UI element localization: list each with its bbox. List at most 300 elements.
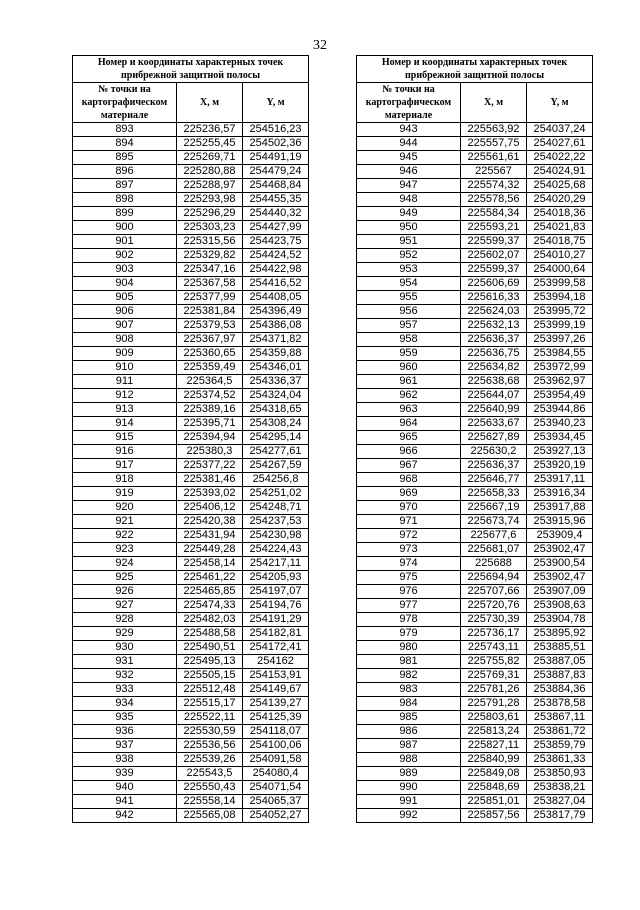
- x-coordinate-cell: 225599,37: [461, 235, 527, 249]
- x-coordinate-cell: 225791,28: [461, 697, 527, 711]
- point-number-cell: 945: [357, 151, 461, 165]
- x-coordinate-cell: 225636,75: [461, 347, 527, 361]
- x-coordinate-cell: 225599,37: [461, 263, 527, 277]
- y-coordinate-cell: 254022,22: [527, 151, 593, 165]
- point-number-cell: 948: [357, 193, 461, 207]
- y-coordinate-cell: 253902,47: [527, 543, 593, 557]
- point-number-cell: 975: [357, 571, 461, 585]
- y-coordinate-cell: 254071,54: [243, 781, 309, 795]
- y-coordinate-cell: 254024,91: [527, 165, 593, 179]
- point-number-cell: 922: [73, 529, 177, 543]
- point-number-cell: 941: [73, 795, 177, 809]
- y-coordinate-cell: 253861,33: [527, 753, 593, 767]
- point-number-cell: 925: [73, 571, 177, 585]
- y-coordinate-cell: 254248,71: [243, 501, 309, 515]
- table-row: [73, 487, 309, 501]
- x-coordinate-cell: 225280,88: [177, 165, 243, 179]
- y-coordinate-cell: 253817,79: [527, 809, 593, 823]
- x-coordinate-cell: 225380,3: [177, 445, 243, 459]
- x-coordinate-cell: 225636,37: [461, 459, 527, 473]
- point-number-cell: 944: [357, 137, 461, 151]
- coordinates-table-left: [72, 55, 309, 823]
- y-coordinate-cell: 253962,97: [527, 375, 593, 389]
- y-coordinate-cell: 254197,07: [243, 585, 309, 599]
- y-coordinate-cell: 254217,11: [243, 557, 309, 571]
- y-coordinate-cell: 254018,75: [527, 235, 593, 249]
- point-number-cell: 927: [73, 599, 177, 613]
- point-number-cell: 918: [73, 473, 177, 487]
- point-number-cell: 935: [73, 711, 177, 725]
- x-coordinate-cell: 225505,15: [177, 669, 243, 683]
- x-coordinate-cell: 225461,22: [177, 571, 243, 585]
- y-coordinate-cell: 254318,65: [243, 403, 309, 417]
- point-number-cell: 937: [73, 739, 177, 753]
- x-coordinate-cell: 225367,58: [177, 277, 243, 291]
- table-row: [73, 263, 309, 277]
- y-coordinate-cell: 253916,34: [527, 487, 593, 501]
- x-coordinate-cell: 225638,68: [461, 375, 527, 389]
- point-number-cell: 982: [357, 669, 461, 683]
- x-coordinate-cell: 225449,28: [177, 543, 243, 557]
- x-coordinate-cell: 225269,71: [177, 151, 243, 165]
- point-number-cell: 929: [73, 627, 177, 641]
- point-number-cell: 914: [73, 417, 177, 431]
- x-coordinate-cell: 225743,11: [461, 641, 527, 655]
- point-number-cell: 974: [357, 557, 461, 571]
- x-coordinate-cell: 225377,99: [177, 291, 243, 305]
- y-coordinate-cell: 254021,83: [527, 221, 593, 235]
- y-coordinate-cell: 253927,13: [527, 445, 593, 459]
- y-coordinate-cell: 254149,67: [243, 683, 309, 697]
- table-row: [73, 305, 309, 319]
- point-number-cell: 956: [357, 305, 461, 319]
- point-number-cell: 896: [73, 165, 177, 179]
- point-number-cell: 900: [73, 221, 177, 235]
- x-coordinate-cell: 225574,32: [461, 179, 527, 193]
- x-coordinate-cell: 225389,16: [177, 403, 243, 417]
- point-number-cell: 971: [357, 515, 461, 529]
- y-coordinate-cell: 254455,35: [243, 193, 309, 207]
- y-coordinate-cell: 253867,11: [527, 711, 593, 725]
- point-number-cell: 926: [73, 585, 177, 599]
- table-row: [73, 683, 309, 697]
- y-coordinate-cell: 254295,14: [243, 431, 309, 445]
- table-row: [357, 179, 593, 193]
- table-row: [357, 725, 593, 739]
- table-row: [357, 221, 593, 235]
- table-row: [73, 319, 309, 333]
- point-number-cell: 953: [357, 263, 461, 277]
- x-coordinate-cell: 225543,5: [177, 767, 243, 781]
- table-row: [357, 697, 593, 711]
- x-coordinate-cell: 225563,92: [461, 123, 527, 137]
- table-row: [73, 137, 309, 151]
- x-coordinate-cell: 225536,56: [177, 739, 243, 753]
- y-coordinate-cell: 254080,4: [243, 767, 309, 781]
- y-coordinate-cell: 253944,86: [527, 403, 593, 417]
- point-number-cell: 947: [357, 179, 461, 193]
- x-coordinate-cell: 225584,34: [461, 207, 527, 221]
- table-row: [73, 389, 309, 403]
- point-number-cell: 932: [73, 669, 177, 683]
- table-row: [73, 403, 309, 417]
- table-row: [357, 669, 593, 683]
- table-body: [73, 123, 309, 823]
- table-row: [357, 487, 593, 501]
- table-row: [357, 291, 593, 305]
- x-coordinate-cell: 225667,19: [461, 501, 527, 515]
- table-row: [357, 711, 593, 725]
- x-coordinate-cell: 225236,57: [177, 123, 243, 137]
- x-coordinate-cell: 225406,12: [177, 501, 243, 515]
- point-number-cell: 980: [357, 641, 461, 655]
- x-coordinate-cell: 225851,01: [461, 795, 527, 809]
- y-coordinate-cell: 253917,88: [527, 501, 593, 515]
- table-row: [73, 781, 309, 795]
- y-coordinate-cell: 253878,58: [527, 697, 593, 711]
- x-coordinate-cell: 225840,99: [461, 753, 527, 767]
- table-row: [73, 347, 309, 361]
- x-coordinate-cell: 225374,52: [177, 389, 243, 403]
- table-row: [357, 207, 593, 221]
- table-title: Номер и координаты характерных точек прибрежной защитной полосы: [357, 56, 593, 83]
- y-coordinate-cell: 253915,96: [527, 515, 593, 529]
- table-row: [73, 445, 309, 459]
- y-coordinate-cell: 254491,19: [243, 151, 309, 165]
- x-coordinate-cell: 225688: [461, 557, 527, 571]
- table-row: [73, 277, 309, 291]
- table-row: [73, 333, 309, 347]
- x-coordinate-cell: 225565,08: [177, 809, 243, 823]
- point-number-cell: 949: [357, 207, 461, 221]
- x-coordinate-cell: 225550,43: [177, 781, 243, 795]
- table-row: [357, 627, 593, 641]
- point-number-cell: 912: [73, 389, 177, 403]
- x-coordinate-cell: 225694,94: [461, 571, 527, 585]
- x-coordinate-cell: 225755,82: [461, 655, 527, 669]
- x-coordinate-cell: 225593,21: [461, 221, 527, 235]
- y-coordinate-cell: 254139,27: [243, 697, 309, 711]
- table-row: [73, 249, 309, 263]
- point-number-cell: 907: [73, 319, 177, 333]
- y-coordinate-cell: 253907,09: [527, 585, 593, 599]
- coordinates-table-right: [356, 55, 593, 823]
- y-coordinate-cell: 254256,8: [243, 473, 309, 487]
- table-row: [73, 291, 309, 305]
- table-row: [357, 753, 593, 767]
- table-row: [73, 501, 309, 515]
- y-coordinate-cell: 254346,01: [243, 361, 309, 375]
- x-coordinate-cell: 225347,16: [177, 263, 243, 277]
- y-coordinate-cell: 254065,37: [243, 795, 309, 809]
- table-row: [357, 767, 593, 781]
- table-row: [73, 221, 309, 235]
- table-row: [357, 389, 593, 403]
- point-number-cell: 955: [357, 291, 461, 305]
- y-coordinate-cell: 254324,04: [243, 389, 309, 403]
- table-row: [357, 641, 593, 655]
- x-coordinate-cell: 225707,66: [461, 585, 527, 599]
- x-coordinate-cell: 225602,07: [461, 249, 527, 263]
- x-coordinate-cell: 225315,56: [177, 235, 243, 249]
- y-coordinate-cell: 253902,47: [527, 571, 593, 585]
- column-header-x: X, м: [461, 83, 527, 123]
- point-number-cell: 978: [357, 613, 461, 627]
- table-row: [73, 375, 309, 389]
- y-coordinate-cell: 254277,61: [243, 445, 309, 459]
- y-coordinate-cell: 254205,93: [243, 571, 309, 585]
- x-coordinate-cell: 225329,82: [177, 249, 243, 263]
- y-coordinate-cell: 253900,54: [527, 557, 593, 571]
- y-coordinate-cell: 254191,29: [243, 613, 309, 627]
- table-body: [357, 123, 593, 823]
- table-row: [357, 809, 593, 823]
- table-row: [357, 333, 593, 347]
- table-row: [73, 739, 309, 753]
- x-coordinate-cell: 225616,33: [461, 291, 527, 305]
- x-coordinate-cell: 225360,65: [177, 347, 243, 361]
- x-coordinate-cell: 225296,29: [177, 207, 243, 221]
- point-number-cell: 894: [73, 137, 177, 151]
- point-number-cell: 992: [357, 809, 461, 823]
- y-coordinate-cell: 254408,05: [243, 291, 309, 305]
- point-number-cell: 916: [73, 445, 177, 459]
- table-row: [73, 193, 309, 207]
- table-row: [73, 165, 309, 179]
- x-coordinate-cell: 225458,14: [177, 557, 243, 571]
- table-row: [73, 627, 309, 641]
- x-coordinate-cell: 225720,76: [461, 599, 527, 613]
- y-coordinate-cell: 254237,53: [243, 515, 309, 529]
- point-number-cell: 951: [357, 235, 461, 249]
- x-coordinate-cell: 225557,75: [461, 137, 527, 151]
- y-coordinate-cell: 253885,51: [527, 641, 593, 655]
- table-row: [73, 795, 309, 809]
- y-coordinate-cell: 254267,59: [243, 459, 309, 473]
- x-coordinate-cell: 225567: [461, 165, 527, 179]
- table-row: [73, 809, 309, 823]
- point-number-cell: 970: [357, 501, 461, 515]
- table-row: [357, 655, 593, 669]
- y-coordinate-cell: 254153,91: [243, 669, 309, 683]
- column-header-y: Y, м: [243, 83, 309, 123]
- x-coordinate-cell: 225377,22: [177, 459, 243, 473]
- x-coordinate-cell: 225624,03: [461, 305, 527, 319]
- table-row: [357, 263, 593, 277]
- table-row: [357, 137, 593, 151]
- x-coordinate-cell: 225578,56: [461, 193, 527, 207]
- point-number-cell: 979: [357, 627, 461, 641]
- x-coordinate-cell: 225364,5: [177, 375, 243, 389]
- x-coordinate-cell: 225769,31: [461, 669, 527, 683]
- table-row: [357, 165, 593, 179]
- point-number-cell: 985: [357, 711, 461, 725]
- table-row: [73, 361, 309, 375]
- y-coordinate-cell: 254224,43: [243, 543, 309, 557]
- point-number-cell: 963: [357, 403, 461, 417]
- y-coordinate-cell: 253954,49: [527, 389, 593, 403]
- table-row: [357, 319, 593, 333]
- x-coordinate-cell: 225255,45: [177, 137, 243, 151]
- y-coordinate-cell: 254359,88: [243, 347, 309, 361]
- point-number-cell: 895: [73, 151, 177, 165]
- x-coordinate-cell: 225482,03: [177, 613, 243, 627]
- table-row: [357, 235, 593, 249]
- column-header-x: X, м: [177, 83, 243, 123]
- point-number-cell: 961: [357, 375, 461, 389]
- table-row: [73, 767, 309, 781]
- x-coordinate-cell: 225379,53: [177, 319, 243, 333]
- x-coordinate-cell: 225561,61: [461, 151, 527, 165]
- table-row: [357, 361, 593, 375]
- x-coordinate-cell: 225827,11: [461, 739, 527, 753]
- table-row: [357, 249, 593, 263]
- point-number-cell: 946: [357, 165, 461, 179]
- x-coordinate-cell: 225813,24: [461, 725, 527, 739]
- table-row: [73, 655, 309, 669]
- x-coordinate-cell: 225558,14: [177, 795, 243, 809]
- y-coordinate-cell: 253861,72: [527, 725, 593, 739]
- y-coordinate-cell: 254416,52: [243, 277, 309, 291]
- y-coordinate-cell: 253972,99: [527, 361, 593, 375]
- x-coordinate-cell: 225677,6: [461, 529, 527, 543]
- y-coordinate-cell: 253999,19: [527, 319, 593, 333]
- table-row: [357, 795, 593, 809]
- table-row: [357, 375, 593, 389]
- column-header-point: № точки на картографическом материале: [73, 83, 177, 123]
- point-number-cell: 924: [73, 557, 177, 571]
- table-row: [73, 697, 309, 711]
- table-row: [73, 235, 309, 249]
- x-coordinate-cell: 225640,99: [461, 403, 527, 417]
- point-number-cell: 981: [357, 655, 461, 669]
- table-row: [73, 123, 309, 137]
- y-coordinate-cell: 253920,19: [527, 459, 593, 473]
- point-number-cell: 943: [357, 123, 461, 137]
- point-number-cell: 903: [73, 263, 177, 277]
- table-row: [357, 193, 593, 207]
- point-number-cell: 983: [357, 683, 461, 697]
- x-coordinate-cell: 225633,67: [461, 417, 527, 431]
- y-coordinate-cell: 254091,58: [243, 753, 309, 767]
- y-coordinate-cell: 254308,24: [243, 417, 309, 431]
- table-row: [357, 445, 593, 459]
- point-number-cell: 954: [357, 277, 461, 291]
- table-row: [357, 599, 593, 613]
- x-coordinate-cell: 225512,48: [177, 683, 243, 697]
- y-coordinate-cell: 254027,61: [527, 137, 593, 151]
- x-coordinate-cell: 225636,37: [461, 333, 527, 347]
- point-number-cell: 906: [73, 305, 177, 319]
- point-number-cell: 986: [357, 725, 461, 739]
- point-number-cell: 902: [73, 249, 177, 263]
- x-coordinate-cell: 225848,69: [461, 781, 527, 795]
- table-row: [73, 459, 309, 473]
- y-coordinate-cell: 253850,93: [527, 767, 593, 781]
- x-coordinate-cell: 225606,69: [461, 277, 527, 291]
- point-number-cell: 910: [73, 361, 177, 375]
- point-number-cell: 923: [73, 543, 177, 557]
- point-number-cell: 968: [357, 473, 461, 487]
- y-coordinate-cell: 254251,02: [243, 487, 309, 501]
- x-coordinate-cell: 225632,13: [461, 319, 527, 333]
- y-coordinate-cell: 254386,08: [243, 319, 309, 333]
- point-number-cell: 897: [73, 179, 177, 193]
- x-coordinate-cell: 225395,71: [177, 417, 243, 431]
- table-row: [73, 207, 309, 221]
- y-coordinate-cell: 254052,27: [243, 809, 309, 823]
- y-coordinate-cell: 254118,07: [243, 725, 309, 739]
- point-number-cell: 991: [357, 795, 461, 809]
- table-row: [73, 725, 309, 739]
- point-number-cell: 966: [357, 445, 461, 459]
- point-number-cell: 898: [73, 193, 177, 207]
- x-coordinate-cell: 225530,59: [177, 725, 243, 739]
- x-coordinate-cell: 225394,94: [177, 431, 243, 445]
- table-row: [73, 417, 309, 431]
- point-number-cell: 921: [73, 515, 177, 529]
- point-number-cell: 952: [357, 249, 461, 263]
- x-coordinate-cell: 225803,61: [461, 711, 527, 725]
- x-coordinate-cell: 225644,07: [461, 389, 527, 403]
- x-coordinate-cell: 225627,89: [461, 431, 527, 445]
- x-coordinate-cell: 225367,97: [177, 333, 243, 347]
- point-number-cell: 930: [73, 641, 177, 655]
- y-coordinate-cell: 254182,81: [243, 627, 309, 641]
- point-number-cell: 957: [357, 319, 461, 333]
- y-coordinate-cell: 254427,99: [243, 221, 309, 235]
- x-coordinate-cell: 225539,26: [177, 753, 243, 767]
- x-coordinate-cell: 225393,02: [177, 487, 243, 501]
- y-coordinate-cell: 254000,64: [527, 263, 593, 277]
- x-coordinate-cell: 225381,46: [177, 473, 243, 487]
- point-number-cell: 989: [357, 767, 461, 781]
- table-row: [357, 613, 593, 627]
- y-coordinate-cell: 254025,68: [527, 179, 593, 193]
- point-number-cell: 911: [73, 375, 177, 389]
- table-row: [73, 179, 309, 193]
- y-coordinate-cell: 254423,75: [243, 235, 309, 249]
- point-number-cell: 964: [357, 417, 461, 431]
- point-number-cell: 919: [73, 487, 177, 501]
- table-row: [357, 431, 593, 445]
- x-coordinate-cell: 225781,26: [461, 683, 527, 697]
- y-coordinate-cell: 253887,05: [527, 655, 593, 669]
- table-row: [73, 543, 309, 557]
- table-row: [357, 585, 593, 599]
- table-row: [357, 501, 593, 515]
- point-number-cell: 920: [73, 501, 177, 515]
- x-coordinate-cell: 225359,49: [177, 361, 243, 375]
- point-number-cell: 973: [357, 543, 461, 557]
- table-row: [73, 515, 309, 529]
- table-title: Номер и координаты характерных точек прибрежной защитной полосы: [73, 56, 309, 83]
- y-coordinate-cell: 254479,24: [243, 165, 309, 179]
- table-row: [357, 529, 593, 543]
- table-row: [357, 347, 593, 361]
- point-number-cell: 939: [73, 767, 177, 781]
- point-number-cell: 899: [73, 207, 177, 221]
- y-coordinate-cell: 254162: [243, 655, 309, 669]
- y-coordinate-cell: 253908,63: [527, 599, 593, 613]
- y-coordinate-cell: 254502,36: [243, 137, 309, 151]
- table-row: [73, 585, 309, 599]
- point-number-cell: 987: [357, 739, 461, 753]
- y-coordinate-cell: 253940,23: [527, 417, 593, 431]
- point-number-cell: 928: [73, 613, 177, 627]
- table-row: [357, 459, 593, 473]
- y-coordinate-cell: 253994,18: [527, 291, 593, 305]
